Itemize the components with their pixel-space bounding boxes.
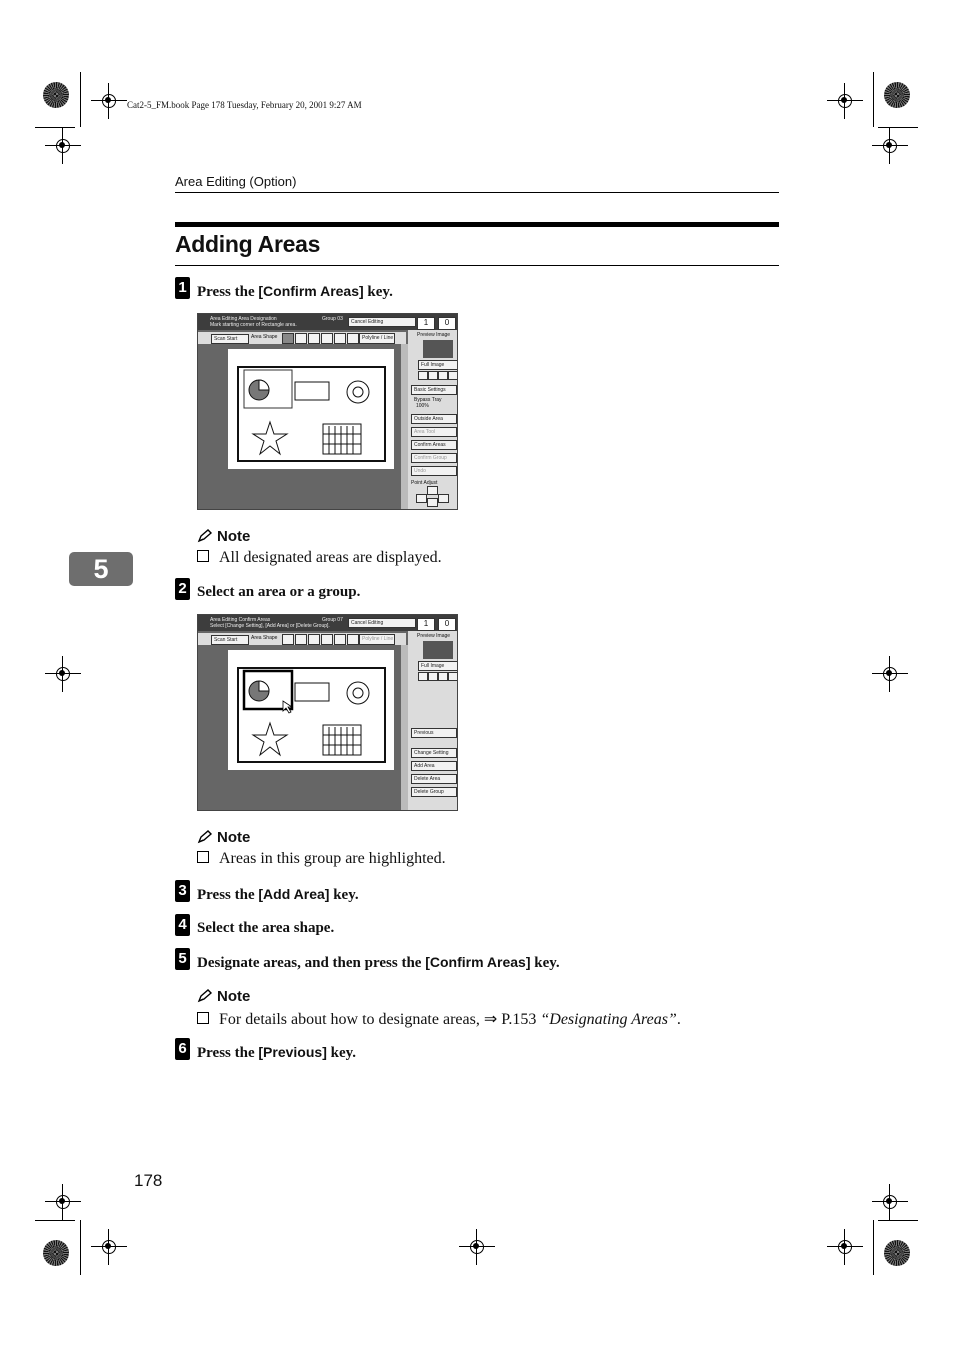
trim-line bbox=[878, 1220, 918, 1221]
step-3-text: Press the [Add Area] key. bbox=[197, 886, 359, 903]
shape-button[interactable] bbox=[295, 333, 307, 344]
bypass-tray-label: Bypass Tray bbox=[414, 397, 442, 403]
registration-disc-top-right bbox=[884, 82, 910, 108]
arrow-right-button[interactable] bbox=[438, 494, 449, 503]
step-2-text: Select an area or a group. bbox=[197, 584, 361, 600]
chapter-tab: 5 bbox=[69, 552, 133, 586]
zoom-button[interactable] bbox=[448, 371, 458, 380]
cross-reference-link[interactable]: “Designating Areas” bbox=[540, 1011, 677, 1028]
screen-title: Area Editing Area Designation bbox=[210, 316, 277, 322]
trim-line bbox=[873, 72, 874, 127]
confirm-areas-button[interactable]: Confirm Areas bbox=[411, 440, 457, 450]
point-adjust-label: Point Adjust bbox=[411, 480, 438, 486]
change-setting-button[interactable]: Change Setting bbox=[411, 748, 457, 758]
checkbox-icon bbox=[197, 550, 209, 562]
vertical-scrollbar[interactable] bbox=[401, 344, 408, 509]
shape-button[interactable] bbox=[321, 333, 333, 344]
step-number: 5 bbox=[175, 948, 190, 970]
registration-disc-bottom-right bbox=[884, 1240, 910, 1266]
outside-area-button[interactable]: Outside Area bbox=[411, 414, 457, 424]
crop-mark bbox=[827, 1229, 863, 1265]
shape-button[interactable] bbox=[308, 634, 320, 645]
scan-start-button[interactable]: Scan Start bbox=[211, 334, 249, 344]
zoom-button[interactable] bbox=[438, 371, 448, 380]
pencil-icon bbox=[197, 989, 213, 1003]
preview-thumbnail bbox=[423, 641, 453, 659]
document-content bbox=[237, 667, 386, 763]
title-bar bbox=[175, 222, 779, 227]
full-image-button[interactable]: Full Image bbox=[418, 661, 458, 671]
shape-button[interactable] bbox=[282, 634, 294, 645]
delete-area-button[interactable]: Delete Area bbox=[411, 774, 457, 784]
crop-mark bbox=[45, 1184, 81, 1220]
crop-mark bbox=[91, 83, 127, 119]
step-number: 1 bbox=[175, 277, 190, 299]
crop-mark bbox=[45, 128, 81, 164]
area-shape-label: Area Shape bbox=[251, 635, 278, 641]
zoom-button[interactable] bbox=[448, 672, 458, 681]
screen-title: Area Editing Confirm Areas bbox=[210, 617, 271, 623]
note-item: Areas in this group are highlighted. bbox=[197, 850, 446, 868]
scan-start-button[interactable]: Scan Start bbox=[211, 635, 249, 645]
prints-counter: 0 bbox=[438, 618, 456, 631]
step-4-text: Select the area shape. bbox=[197, 920, 335, 936]
step-number: 4 bbox=[175, 914, 190, 936]
area-tool-button[interactable]: Area Tool bbox=[411, 427, 457, 437]
zoom-button[interactable] bbox=[438, 672, 448, 681]
copies-counter: 1 bbox=[417, 618, 435, 631]
preview-image-label: Preview Image bbox=[417, 633, 451, 639]
preview-thumbnail bbox=[423, 340, 453, 358]
note-heading: Note bbox=[197, 528, 250, 545]
trim-line bbox=[80, 1220, 81, 1275]
shape-button[interactable] bbox=[321, 634, 333, 645]
note-heading: Note bbox=[197, 829, 250, 846]
trim-line bbox=[80, 72, 81, 127]
prints-counter: 0 bbox=[438, 317, 456, 330]
delete-group-button[interactable]: Delete Group bbox=[411, 787, 457, 797]
header-rule bbox=[175, 192, 779, 193]
step-5-text: Designate areas, and then press the [Confirm Areas] key. bbox=[197, 954, 560, 971]
confirm-group-button[interactable]: Confirm Group bbox=[411, 453, 457, 463]
trim-line bbox=[873, 1220, 874, 1275]
trim-line bbox=[35, 127, 75, 128]
crop-mark bbox=[45, 656, 81, 692]
group-label: Group 03 bbox=[322, 316, 343, 322]
page-number: 178 bbox=[134, 1171, 163, 1190]
shape-button[interactable] bbox=[347, 333, 359, 344]
screen-prompt: Mark starting corner of Rectangle area. bbox=[210, 322, 297, 328]
arrow-up-button[interactable] bbox=[427, 486, 438, 495]
undo-button[interactable]: Undo bbox=[411, 466, 457, 476]
screen-prompt: Select [Change Setting], [Add Area] or [Delete Group]. bbox=[210, 623, 330, 629]
polyline-button[interactable]: Polyline / Line bbox=[359, 333, 395, 344]
trim-line bbox=[878, 127, 918, 128]
step-1-text: Press the [Confirm Areas] key. bbox=[197, 283, 393, 300]
step-number: 6 bbox=[175, 1038, 190, 1060]
shape-button[interactable] bbox=[334, 634, 346, 645]
cancel-editing-button[interactable]: Cancel Editing bbox=[348, 618, 416, 628]
trim-line bbox=[35, 1220, 75, 1221]
step-number: 3 bbox=[175, 880, 190, 902]
note-heading: Note bbox=[197, 988, 250, 1005]
zoom-button[interactable] bbox=[428, 371, 438, 380]
title-rule bbox=[175, 265, 779, 266]
shape-button[interactable] bbox=[308, 333, 320, 344]
shape-rect-button[interactable] bbox=[282, 333, 294, 344]
bypass-tray-value: 100% bbox=[416, 403, 429, 409]
file-meta: Cat2-5_FM.book Page 178 Tuesday, February 20, 2001 9:27 AM bbox=[127, 100, 362, 110]
add-area-button[interactable]: Add Area bbox=[411, 761, 457, 771]
document-content bbox=[237, 366, 386, 462]
section-title: Adding Areas bbox=[175, 231, 321, 257]
step-6-text: Press the [Previous] key. bbox=[197, 1044, 357, 1061]
copies-counter: 1 bbox=[417, 317, 435, 330]
vertical-scrollbar[interactable] bbox=[401, 645, 408, 810]
crop-mark bbox=[872, 128, 908, 164]
pencil-icon bbox=[197, 830, 213, 844]
note-item: For details about how to designate areas, ⇒ P.153 “Designating Areas”. bbox=[197, 1009, 681, 1029]
shape-button[interactable] bbox=[347, 634, 359, 645]
checkbox-icon bbox=[197, 1012, 209, 1024]
cancel-editing-button[interactable]: Cancel Editing bbox=[348, 317, 416, 327]
screen-confirm-areas bbox=[197, 313, 458, 510]
crop-mark bbox=[459, 1229, 495, 1265]
area-shape-label: Area Shape bbox=[251, 334, 278, 340]
zoom-button[interactable] bbox=[418, 371, 428, 380]
zoom-button[interactable] bbox=[418, 672, 428, 681]
group-label: Group 07 bbox=[322, 617, 343, 623]
full-image-button[interactable]: Full Image bbox=[418, 360, 458, 370]
previous-button[interactable]: Previous bbox=[411, 728, 457, 738]
registration-disc-top-left bbox=[43, 82, 69, 108]
crop-mark bbox=[91, 1229, 127, 1265]
crop-mark bbox=[872, 1184, 908, 1220]
crop-mark bbox=[827, 83, 863, 119]
crop-mark bbox=[872, 656, 908, 692]
polyline-button[interactable]: Polyline / Line bbox=[359, 634, 395, 645]
screen-select-area bbox=[197, 614, 458, 811]
registration-disc-bottom-left bbox=[43, 1240, 69, 1266]
arrow-down-button[interactable] bbox=[427, 498, 438, 507]
zoom-button[interactable] bbox=[428, 672, 438, 681]
step-number: 2 bbox=[175, 578, 190, 600]
running-head: Area Editing (Option) bbox=[175, 174, 297, 189]
checkbox-icon bbox=[197, 851, 209, 863]
pencil-icon bbox=[197, 529, 213, 543]
basic-settings-button[interactable]: Basic Settings bbox=[411, 385, 457, 395]
note-item: All designated areas are displayed. bbox=[197, 549, 442, 567]
shape-button[interactable] bbox=[334, 333, 346, 344]
arrow-left-button[interactable] bbox=[416, 494, 427, 503]
preview-image-label: Preview Image bbox=[417, 332, 451, 338]
shape-button[interactable] bbox=[295, 634, 307, 645]
